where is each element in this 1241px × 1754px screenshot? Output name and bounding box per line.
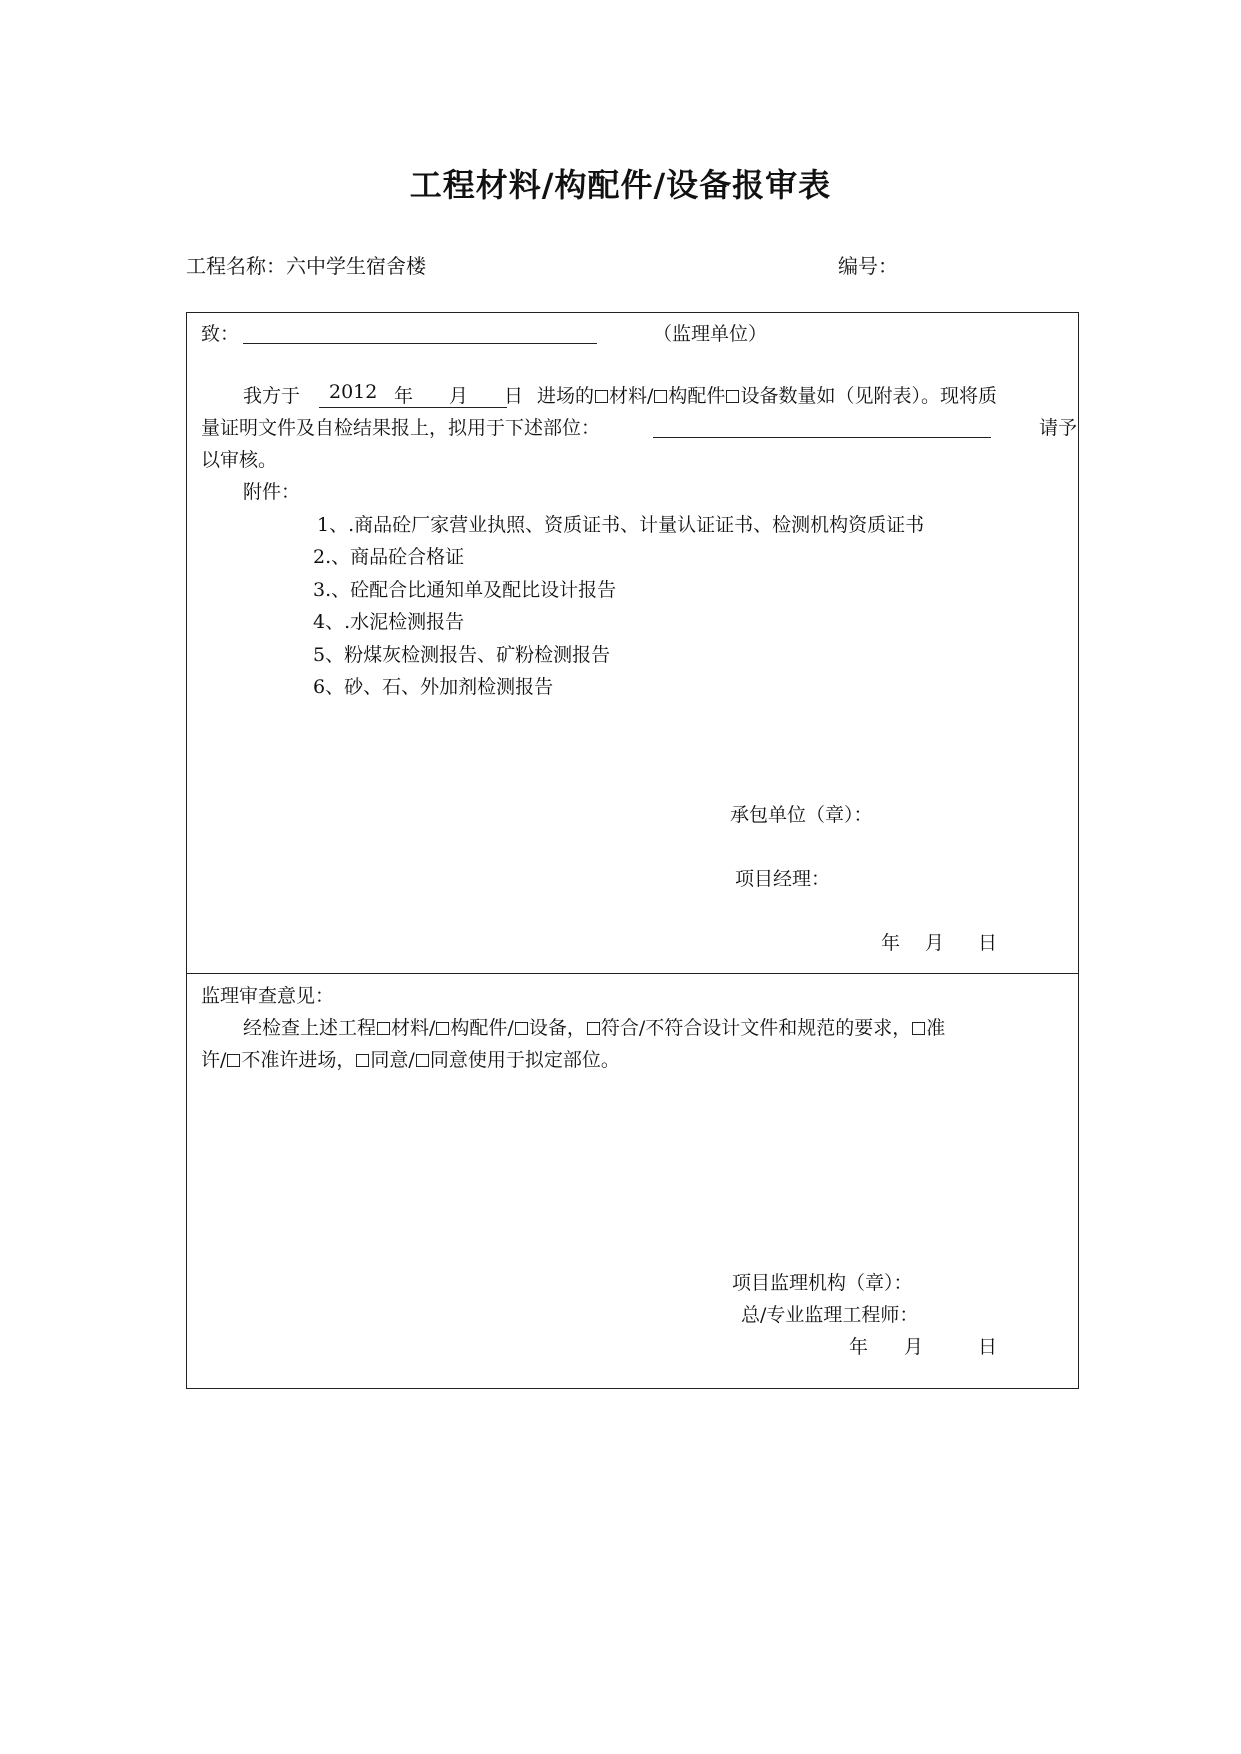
material-checkbox[interactable] — [595, 390, 608, 403]
entry-day-unit: 日 — [504, 385, 524, 407]
entry-year-unit: 年 — [394, 385, 414, 407]
to-label: 致： — [201, 323, 240, 345]
line2-tail: 请予 — [1039, 417, 1078, 439]
opinion-text-f: 准 — [926, 1017, 946, 1039]
opinion-text-d: 设备， — [528, 1017, 586, 1039]
opinion-text-b: 材料/ — [391, 1017, 436, 1039]
attachment-item-4: 4、.水泥检测报告 — [313, 611, 465, 633]
section-divider — [187, 973, 1078, 974]
conform-checkbox[interactable] — [587, 1022, 600, 1035]
material-option: 材料/ — [609, 385, 654, 407]
line3-text: 以审核。 — [201, 449, 278, 471]
upper-date-day: 日 — [978, 932, 998, 954]
lower-date-day: 日 — [978, 1336, 998, 1358]
attachment-item-3: 3.、砼配合比通知单及配比设计报告 — [313, 579, 617, 601]
opinion-text-a: 经检查上述工程 — [243, 1017, 377, 1039]
opinion-line-2 — [201, 1045, 620, 1072]
opinion-text-g: 许/ — [201, 1049, 227, 1071]
to-recipient-line[interactable] — [243, 325, 597, 344]
number-label: 编号： — [838, 254, 898, 278]
component-checkbox[interactable] — [654, 390, 667, 403]
project-name-field — [186, 250, 426, 279]
lower-date-year: 年 — [849, 1336, 869, 1358]
opinion-text-j: 同意使用于拟定部位。 — [429, 1049, 620, 1071]
not-permit-checkbox[interactable] — [227, 1054, 240, 1067]
line1-options — [537, 381, 997, 408]
review-component-checkbox[interactable] — [436, 1022, 449, 1035]
opinion-text-h: 不准许进场， — [241, 1049, 356, 1071]
line1-mid: 进场的 — [537, 385, 595, 407]
agree-checkbox[interactable] — [356, 1054, 369, 1067]
attachment-item-1: 1、.商品砼厂家营业执照、资质证书、计量认证证书、检测机构资质证书 — [317, 514, 925, 536]
agree-use-checkbox[interactable] — [416, 1054, 429, 1067]
attachment-item-6: 6、砂、石、外加剂检测报告 — [313, 676, 554, 698]
form-table — [186, 312, 1079, 1389]
line2-text: 量证明文件及自检结果报上，拟用于下述部位： — [201, 417, 601, 439]
attachments-label: 附件： — [243, 481, 301, 503]
upper-date-year: 年 — [881, 932, 901, 954]
equipment-option: 设备数量如（见附表）。现将质 — [740, 385, 997, 407]
opinion-line-1 — [243, 1013, 945, 1040]
entry-year: 2012 — [329, 381, 378, 403]
manager-label: 项目经理： — [735, 868, 831, 890]
supervisor-unit-label: （监理单位） — [653, 323, 768, 345]
supervision-org-label: 项目监理机构（章）： — [732, 1272, 913, 1294]
project-name-value: 六中学生宿舍楼 — [286, 254, 426, 278]
lower-date-month: 月 — [904, 1336, 924, 1358]
opinion-text-i: 同意/ — [370, 1049, 415, 1071]
opinion-label: 监理审查意见： — [201, 985, 335, 1007]
equipment-checkbox[interactable] — [726, 390, 739, 403]
review-equipment-checkbox[interactable] — [515, 1022, 528, 1035]
line1-prefix: 我方于 — [243, 385, 301, 407]
usage-location-line[interactable] — [653, 417, 991, 438]
attachment-item-5: 5、粉煤灰检测报告、矿粉检测报告 — [313, 644, 611, 666]
contractor-label: 承包单位（章）： — [730, 804, 873, 826]
supervising-engineer-label: 总/专业监理工程师： — [741, 1304, 919, 1326]
component-option: 构配件 — [668, 385, 726, 407]
project-name-label: 工程名称： — [186, 254, 286, 278]
attachment-item-2: 2.、商品砼合格证 — [313, 546, 465, 568]
opinion-text-c: 构配件/ — [450, 1017, 514, 1039]
upper-date-month: 月 — [925, 932, 945, 954]
page-title: 工程材料/构配件/设备报审表 — [409, 166, 832, 204]
entry-month-unit: 月 — [449, 385, 469, 407]
opinion-text-e: 符合/不符合设计文件和规范的要求， — [600, 1017, 912, 1039]
review-material-checkbox[interactable] — [377, 1022, 390, 1035]
permit-checkbox[interactable] — [912, 1022, 925, 1035]
